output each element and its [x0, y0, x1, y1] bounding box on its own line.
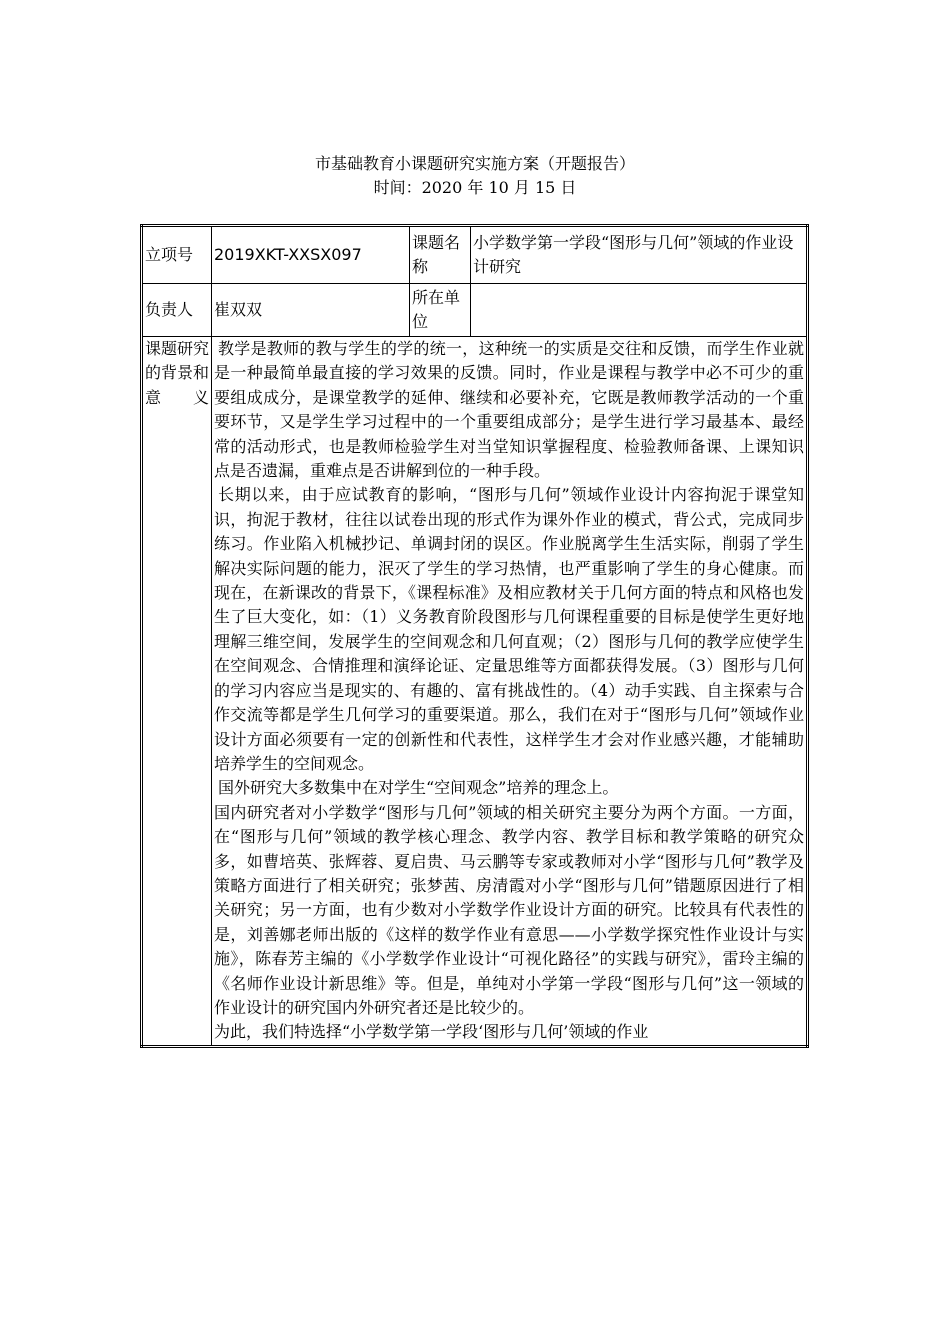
background-content — [212, 337, 808, 1047]
background-paragraph-4: 国内研究者对小学数学“图形与几何”领域的相关研究主要分为两个方面。一方面，在“图形与几何”领域的教学核心理念、教学内容、教学目标和教学策略的研究众多，如曹培英、张辉蓉、夏启贵、马云鹏等专家或教师对小学“图形与几何”教学及策略方面进行了相关研究；张梦茜、房清霞对小学“图形与几何”错题原因进行了相关研究；另一方面，也有少数对小学数学作业设计方面的研究。比较具有代表性的是，刘善娜老师出版的《这样的数学作业有意思——小学数学探究性作业设计与实施》，陈春芳主编的《小学数学作业设计“可视化路径”的实践与研究》，雷玲主编的《名师作业设计新思维》等。但是，单纯对小学第一学段“图形与几何”这一领域的作业设计的研究国内外研究者还是比较少的。 — [214, 802, 804, 1017]
project-no-label: 立项号 — [142, 226, 212, 284]
document-title: 市基础教育小课题研究实施方案（开题报告） — [314, 154, 635, 173]
leader-label: 负责人 — [142, 284, 212, 337]
document-date: 时间：2020 年 10 月 15 日 — [373, 178, 577, 197]
unit-label: 所在单位 — [410, 284, 471, 337]
background-label: 课题研究的背景和意义 — [142, 337, 212, 1047]
topic-label: 课题名称 — [410, 226, 471, 284]
table-row — [142, 337, 808, 1047]
table-row — [142, 226, 808, 284]
project-no-value: 2019XKT-XXSX097 — [212, 226, 410, 284]
proposal-form-table — [140, 224, 809, 1048]
background-paragraph-3: 国外研究大多数集中在对学生“空间观念”培养的理念上。 — [218, 778, 619, 798]
background-paragraph-1: 教学是教师的教与学生的学的统一，这种统一的实质是交往和反馈，而学生作业就是一种最简单最直接的学习效果的反馈。同时，作业是课程与教学中必不可少的重要组成成分，是课堂教学的延伸、继续和必要补充，它既是教师教学活动的一个重要环节，又是学生学习过程中的一个重要组成部分；是学生进行学习最基本、最经常的活动形式，也是教师检验学生对当堂知识掌握程度、检验教师备课、上课知识点是否遗漏，重难点是否讲解到位的一种手段。 — [214, 339, 804, 481]
unit-value — [471, 284, 808, 337]
background-paragraph-2: 长期以来，由于应试教育的影响，“图形与几何”领域作业设计内容拘泥于课堂知识，拘泥于教材，往往以试卷出现的形式作为课外作业的模式，背公式，完成同步练习。作业陷入机械抄记、单调封闭的误区。作业脱离学生生活实际，削弱了学生解决实际问题的能力，泯灭了学生的学习热情，也严重影响了学生的身心健康。而现在，在新课改的背景下，《课程标准》及相应教材关于几何方面的特点和风格也发生了巨大变化，如：（1）义务教育阶段图形与几何课程重要的目标是使学生更好地理解三维空间，发展学生的空间观念和几何直观；（2）图形与几何的教学应使学生在空间观念、合情推理和演绎论证、定量思维等方面都获得发展。（3）图形与几何的学习内容应当是现实的、有趣的、富有挑战性的。（4）动手实践、自主探索与合作交流等都是学生几何学习的重要渠道。那么，我们在对于“图形与几何”领域作业设计方面必须要有一定的创新性和代表性，这样学生才会对作业感兴趣，才能辅助培养学生的空间观念。 — [214, 485, 804, 773]
leader-value: 崔双双 — [212, 284, 410, 337]
background-paragraph-5: 为此，我们特选择“小学数学第一学段‘图形与几何’领域的作业 — [214, 1022, 649, 1042]
table-row — [142, 284, 808, 337]
topic-value: 小学数学第一学段“图形与几何”领域的作业设计研究 — [471, 226, 808, 284]
